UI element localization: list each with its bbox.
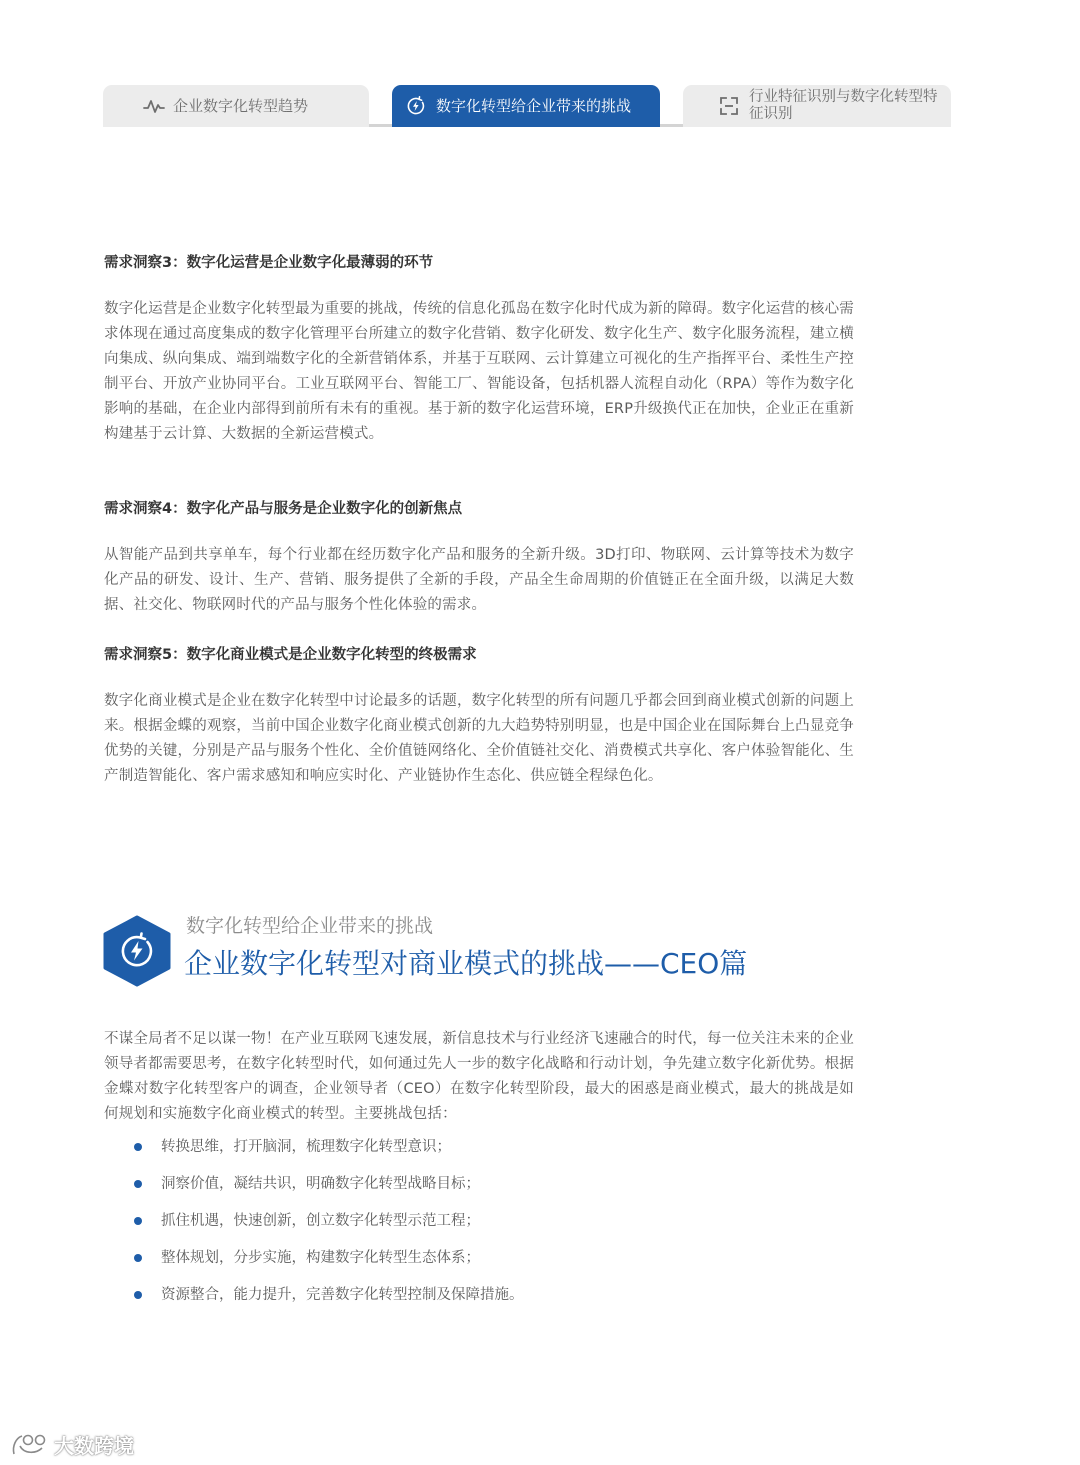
insight-body-block [104,543,854,618]
bullet-dot [134,1254,142,1262]
list-item-text: 资源整合，能力提升，完善数字化转型控制及保障措施。 [161,1287,524,1303]
insight-body-block [104,297,854,447]
list-item-text: 抓住机遇，快速创新，创立数字化转型示范工程； [161,1213,480,1229]
pulse-line-icon [143,98,165,114]
insight-body-block [104,689,854,789]
tab-label: 行业特征识别与数字化转型特征识别 [749,89,938,122]
challenge-list [104,1137,804,1322]
section-title: 企业数字化转型对商业模式的挑战——CEO篇 [184,947,748,980]
insight-heading: 需求洞察5：数字化商业模式是企业数字化转型的终极需求 [104,647,477,663]
section-intro-block [104,1027,854,1127]
tab-digital-transformation-trends[interactable] [103,85,369,127]
section-badge [103,915,171,987]
tab-label: 企业数字化转型趋势 [173,97,309,115]
insight-block [104,499,854,519]
insight-body: 从智能产品到共享单车，每个行业都在经历数字化产品和服务的全新升级。3D打印、物联网、云计算等技术为数字化产品的研发、设计、生产、营销、服务提供了全新的手段，产品全生命周期的价值链正在全面升级，以满足大数据、社交化、物联网时代的产品与服务个性化体验的需求。 [104,547,854,613]
brand-logo-icon [10,1432,50,1458]
list-item [104,1285,804,1322]
insight-block [104,645,854,665]
tab-industry-feature-identification[interactable] [683,85,951,127]
list-item-text: 整体规划，分步实施，构建数字化转型生态体系； [161,1250,480,1266]
insight-heading: 需求洞察3：数字化运营是企业数字化最薄弱的环节 [104,255,434,271]
section-intro: 不谋全局者不足以谋一物！在产业互联网飞速发展，新信息技术与行业经济飞速融合的时代，每一位关注未来的企业领导者都需要思考，在数字化转型时代，如何通过先人一步的数字化战略和行动计划，争先建立数字化新优势。根据金蝶对数字化转型客户的调查，企业领导者（CEO）在数字化转型阶段，最大的困惑是商业模式，最大的挑战是如何规划和实施数字化商业模式的转型。主要挑战包括： [104,1031,854,1122]
insight-block [104,253,854,273]
bullet-dot [134,1180,142,1188]
section-subtitle: 数字化转型给企业带来的挑战 [186,915,434,937]
list-item-text: 转换思维，打开脑洞，梳理数字化转型意识； [161,1139,451,1155]
watermark [10,1430,134,1459]
insight-body: 数字化商业模式是企业在数字化转型中讨论最多的话题，数字化转型的所有问题几乎都会回到商业模式创新的问题上来。根据金蝶的观察，当前中国企业数字化商业模式创新的九大趋势特别明显，也是中国企业在国际舞台上凸显竞争优势的关键，分别是产品与服务个性化、全价值链网络化、全价值链社交化、消费模式共享化、客户体验智能化、生产制造智能化、客户需求感知和响应实时化、产业链协作生态化、供应链全程绿色化。 [104,693,854,784]
list-item [104,1137,804,1174]
watermark-text: 大数跨境 [54,1434,134,1458]
list-item-text: 洞察价值，凝结共识，明确数字化转型战略目标； [161,1176,480,1192]
list-item [104,1211,804,1248]
lightning-refresh-icon [406,96,426,116]
insight-body: 数字化运营是企业数字化转型最为重要的挑战，传统的信息化孤岛在数字化时代成为新的障碍。数字化运营的核心需求体现在通过高度集成的数字化管理平台所建立的数字化营销、数字化研发、数字化生产、数字化服务流程，建立横向集成、纵向集成、端到端数字化的全新营销体系，并基于互联网、云计算建立可视化的生产指挥平台、柔性生产控制平台、开放产业协同平台。工业互联网平台、智能工厂、智能设备，包括机器人流程自动化（RPA）等作为数字化影响的基础，在企业内部得到前所有未有的重视。基于新的数字化运营环境，ERP升级换代正在加快，企业正在重新构建基于云计算、大数据的全新运营模式。 [104,301,854,442]
tab-label: 数字化转型给企业带来的挑战 [436,97,632,115]
bullet-dot [134,1217,142,1225]
list-item [104,1174,804,1211]
list-item [104,1248,804,1285]
bullet-dot [134,1143,142,1151]
lightning-refresh-icon [103,915,171,987]
tab-transformation-challenges[interactable] [392,85,660,127]
insight-heading: 需求洞察4：数字化产品与服务是企业数字化的创新焦点 [104,501,463,517]
tab-bar [103,85,951,127]
bullet-dot [134,1291,142,1299]
scan-frame-icon [719,96,739,116]
